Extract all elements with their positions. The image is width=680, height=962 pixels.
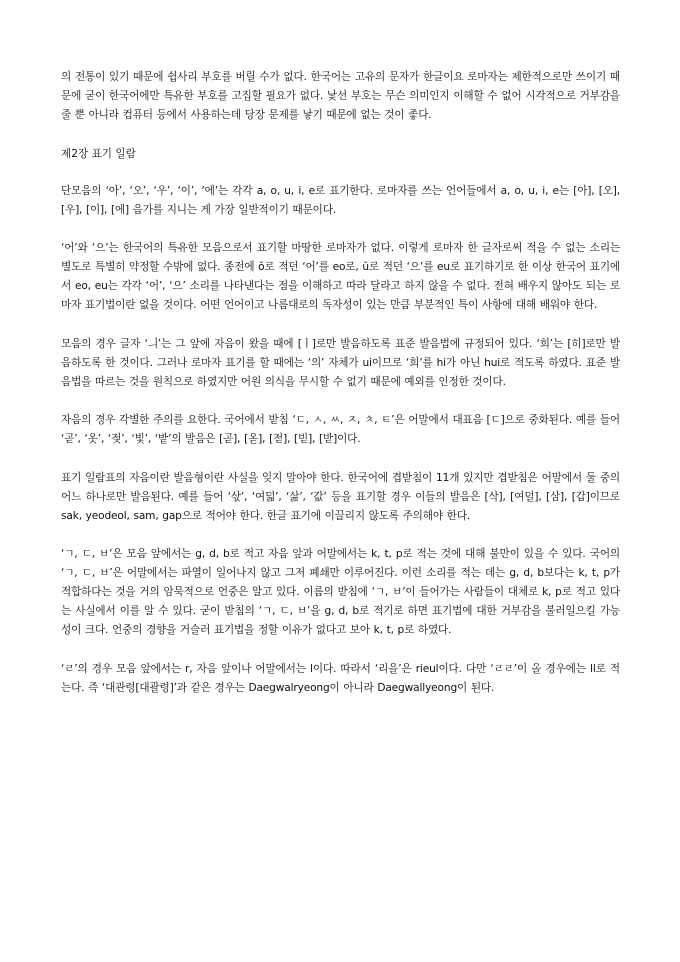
paragraph-consonant-neutralization: 자음의 경우 각별한 주의를 요한다. 국어에서 받침 ‘ㄷ, ㅅ, ㅆ, ㅈ, ㅊ, ㅌ’은 어말에서 대표음 [ㄷ]으로 중화된다. 예를 들어 ‘곧’, ‘옷’, ‘젖’, ‘빛’, ‘밭’의 발음은 [곧], [옫], [젇], [빋], [받]이다. xyxy=(61,414,620,445)
paragraph-ui-vowel: 모음의 경우 글자 ‘ㅢ’는 그 앞에 자음이 왔을 때에 [ㅣ]로만 발음하도록 표준 발음법에 규정되어 있다. ‘희’는 [히]로만 발음하도록 한 것이다. 그러나 로마자 표기를 할 때에는 ‘의’ 자체가 ui이므로 ‘희’를 hi가 아닌 hui로 적도록 하였다. 표준 발음법을 따르는 것을 원칙으로 하였지만 어원 의식을 무시할 수 없기 때문에 예외를 인정한 것이다. xyxy=(61,337,620,388)
paragraph-simple-vowels: 단모음의 ‘아’, ‘오’, ‘우’, ‘이’, ‘에’는 각각 a, o, u, i, e로 표기한다. 로마자를 쓰는 언어들에서 a, o, u, i, e는 [아], [오], [우], [이], [에] 음가를 지니는 게 가장 일반적이기 때문이다. xyxy=(61,184,620,216)
paragraph-intro-continuation: 의 전통이 있기 때문에 쉽사리 부호를 버릴 수가 없다. 한국어는 고유의 문자가 한글이요 로마자는 제한적으로만 쓰이기 때문에 굳이 한국어에만 특유한 부호를 고집할 필요가 없다. 낯선 부호는 무슨 의미인지 이해할 수 없어 시각적으로 거부감을 줄 뿐 아니라 컴퓨터 등에서 사용하는데 당장 문제를 낳기 때문에 없는 것이 좋다. xyxy=(61,71,620,121)
paragraph-gdb-ktp: ‘ㄱ, ㄷ, ㅂ’은 모음 앞에서는 g, d, b로 적고 자음 앞과 어말에서는 k, t, p로 적는 것에 대해 불만이 있을 수 있다. 국어의 ‘ㄱ, ㄷ, ㅂ’은 어말에서는 파열이 일어나지 않고 그저 폐쇄만 이루어진다. 이런 소리를 적는 데는 g, d, b보다는 k, t, p가 적합하다는 것을 거의 암묵적으로 언중은 알고 있다. 이름의 받침에 ‘ㄱ, ㅂ’이 들어가는 사람들이 대체로 k, p로 적고 있다는 사실에서 이를 알 수 있다. 굳이 받침의 ‘ㄱ, ㄷ, ㅂ’을 g, d, b로 적기로 하면 표기법에 대한 거부감을 불러일으킬 가능성이 크다. 언중의 경향을 거슬러 표기법을 정할 이유가 없다고 보아 k, t, p로 하였다. xyxy=(61,548,620,636)
section-heading: 제2장 표기 일람 xyxy=(61,147,136,160)
paragraph-eo-eu: ‘어’와 ‘으’는 한국어의 특유한 모음으로서 표기할 마땅한 로마자가 없다. 이렇게 로마자 한 글자로써 적을 수 없는 소리는 별도로 특별히 약정할 수밖에 없다. 종전에 ŏ로 적던 ‘어’를 eo로, ŭ로 적던 ‘으’를 eu로 표기하기로 한 이상 한국어 표기에서 eo, eu는 각각 ‘어’, ‘으’ 소리를 나타낸다는 점을 이해하고 따라 달라고 하지 않을 수 없다. 전혀 배우지 않아도 되는 로마자 표기법이란 없을 것이다. 어떤 언어이고 나름대로의 독자성이 있는 만큼 부분적인 특이 사항에 대해 배워야 한다. xyxy=(61,242,620,311)
paragraph-rieul: ‘ㄹ’의 경우 모음 앞에서는 r, 자음 앞이나 어말에서는 l이다. 따라서 ‘리을’은 rieul이다. 다만 ‘ㄹㄹ’이 올 경우에는 ll로 적는다. 즉 ‘대관령[대괄령]’과 같은 경우는 Daegwalryeong이 아니라 Daegwallyeong이 된다. xyxy=(61,662,620,694)
paragraph-double-final-consonants: 표기 일람표의 자음이란 발음형이란 사실을 잊지 말아야 한다. 한국어에 겹받침이 11개 있지만 겹받침은 어말에서 둘 중의 어느 하나로만 발음된다. 예를 들어 ‘삯’, ‘여덟’, ‘삶’, ‘값’ 등을 표기할 경우 이들의 발음은 [삭], [여덜], [삼], [갑]이므로 sak, yeodeol, sam, gap으로 적어야 한다. 한글 표기에 이끌리지 않도록 주의해야 한다. xyxy=(61,471,620,522)
